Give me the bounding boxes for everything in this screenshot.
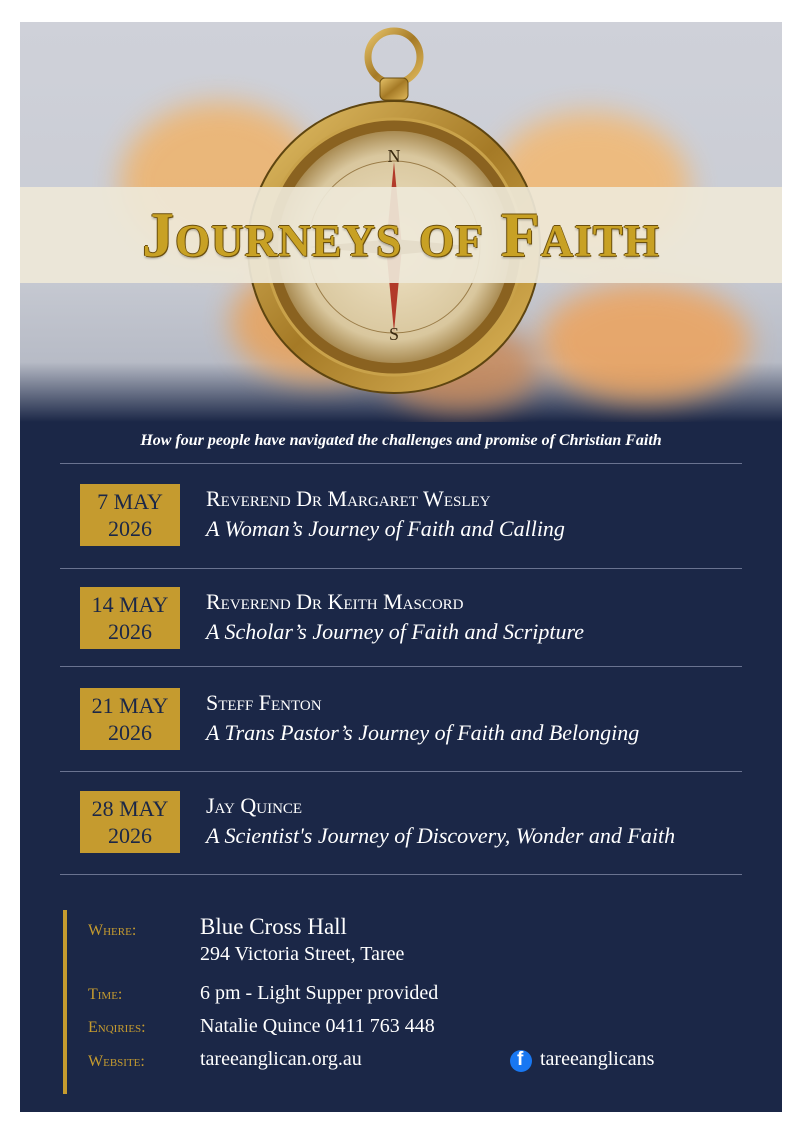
website-link[interactable]: tareeanglican.org.au [200, 1048, 362, 1070]
venue-address: 294 Victoria Street, Taree [200, 943, 405, 965]
divider [60, 463, 742, 464]
where-label: Where: [88, 922, 137, 939]
date-day: 14 MAY [91, 592, 169, 617]
hero-banner [20, 22, 782, 422]
event-item [80, 587, 760, 653]
speaker-name: Reverend Dr Margaret Wesley [206, 486, 491, 511]
time-value: 6 pm - Light Supper provided [200, 982, 439, 1004]
website-label: Website: [88, 1053, 145, 1070]
date-year: 2026 [108, 823, 152, 848]
enquiries-label: Enqiries: [88, 1019, 146, 1036]
event-item [80, 688, 760, 754]
date-year: 2026 [108, 720, 152, 745]
venue-name: Blue Cross Hall [200, 914, 347, 939]
compass-south-label: S [388, 324, 400, 344]
event-item [80, 484, 760, 550]
date-day: 28 MAY [91, 796, 169, 821]
talk-title: A Trans Pastor’s Journey of Faith and Belonging [206, 720, 640, 745]
divider [60, 666, 742, 667]
date-year: 2026 [108, 516, 152, 541]
info-accent-bar [63, 910, 67, 1094]
event-item [80, 791, 760, 857]
talk-title: A Woman’s Journey of Faith and Calling [206, 516, 565, 541]
date-year: 2026 [108, 619, 152, 644]
compass-north-label: N [387, 146, 401, 166]
poster [20, 22, 782, 1112]
facebook-handle[interactable]: tareeanglicans [540, 1048, 655, 1070]
divider [60, 568, 742, 569]
facebook-icon[interactable]: f [510, 1050, 532, 1072]
date-day: 7 MAY [97, 489, 163, 514]
talk-title: A Scientist's Journey of Discovery, Wonder and Faith [206, 823, 676, 848]
talk-title: A Scholar’s Journey of Faith and Scripture [206, 619, 585, 644]
speaker-name: Steff Fenton [206, 690, 322, 715]
speaker-name: Jay Quince [206, 793, 303, 818]
time-label: Time: [88, 986, 123, 1003]
date-badge [80, 791, 180, 853]
speaker-name: Reverend Dr Keith Mascord [206, 589, 464, 614]
enquiries-value: Natalie Quince 0411 763 448 [200, 1015, 435, 1037]
divider [60, 771, 742, 772]
date-badge [80, 587, 180, 649]
date-day: 21 MAY [91, 693, 169, 718]
divider [60, 874, 742, 875]
poster-title: Journeys of Faith [142, 199, 660, 270]
date-badge [80, 484, 180, 546]
subtitle: How four people have navigated the challenges and promise of Christian Faith [140, 432, 662, 449]
date-badge [80, 688, 180, 750]
